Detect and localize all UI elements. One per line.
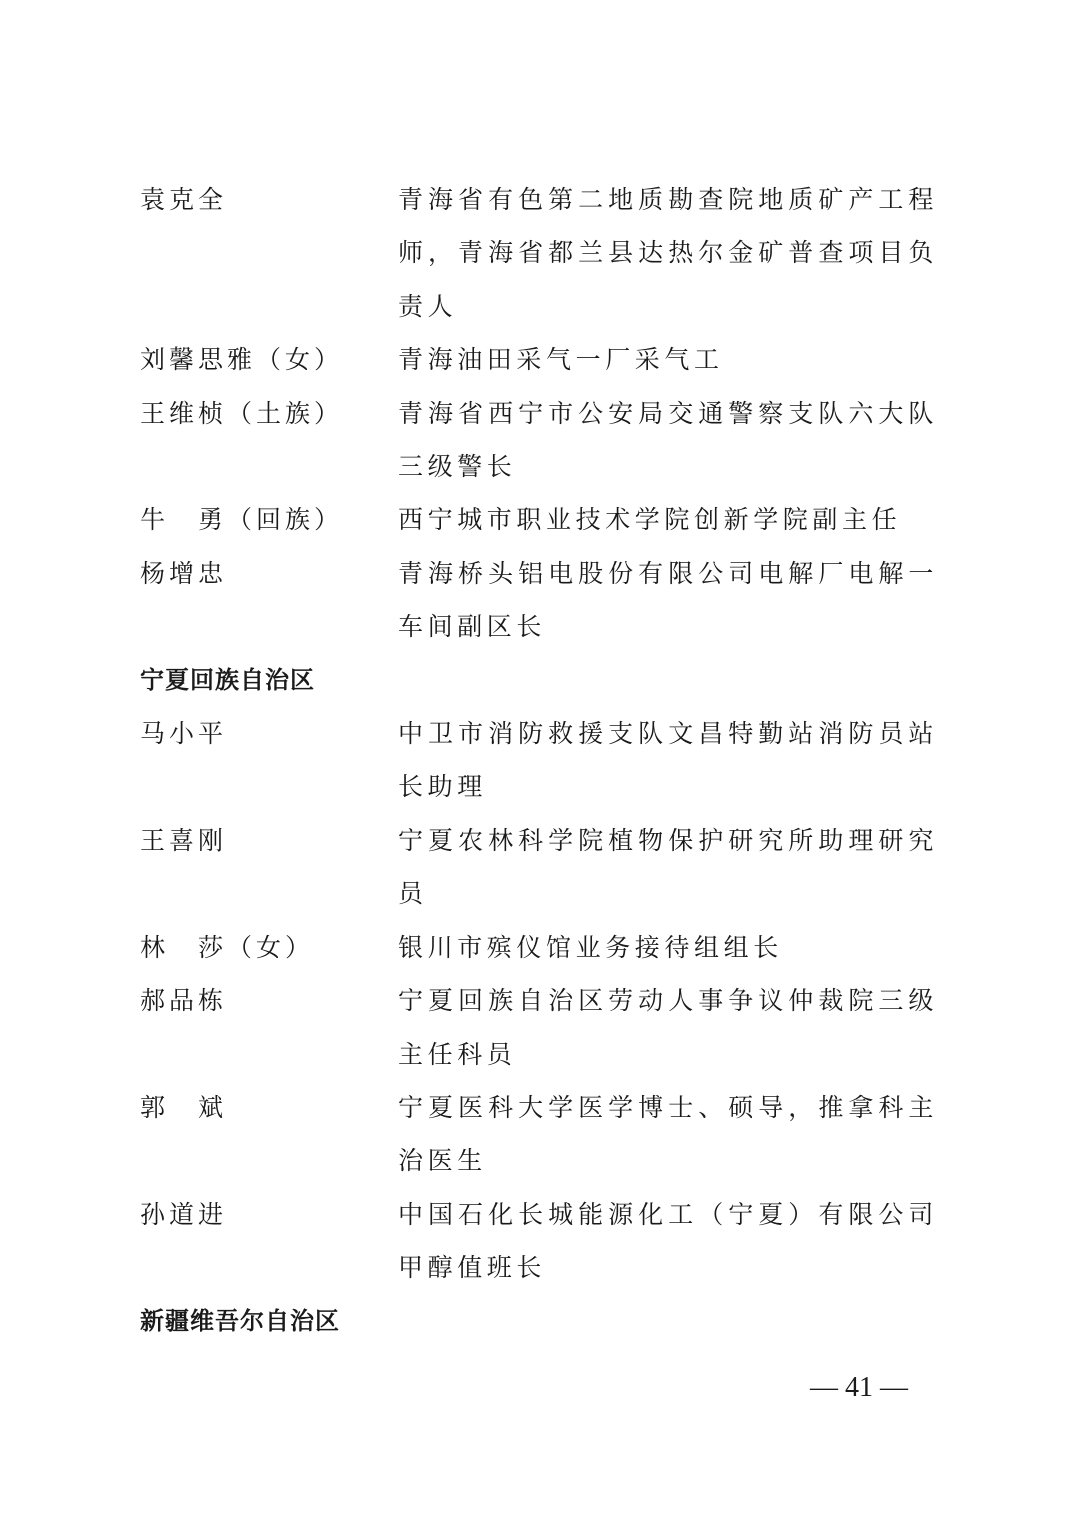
honoree-name: 袁克全 — [140, 185, 228, 214]
list-item — [140, 547, 940, 654]
page-number: — 41 — — [810, 1372, 908, 1403]
honoree-title: 宁夏农林科学院植物保护研究所助理研究员 — [398, 825, 938, 909]
honoree-list — [140, 173, 940, 1348]
honoree-title: 青海省有色第二地质勘查院地质矿产工程师，青海省都兰县达热尔金矿普查项目负责人 — [398, 185, 938, 321]
list-item — [140, 1188, 940, 1295]
list-item — [140, 921, 940, 974]
section-heading-ningxia: 宁夏回族自治区 — [140, 665, 315, 694]
honoree-name: 杨增忠 — [140, 558, 228, 588]
list-item — [140, 493, 940, 546]
honoree-title: 宁夏回族自治区劳动人事争议仲裁院三级主任科员 — [398, 986, 938, 1069]
list-item — [140, 333, 940, 386]
honoree-title: 宁夏医科大学医学博士、硕导，推拿科主治医生 — [398, 1092, 938, 1176]
honoree-name: 郭 斌 — [140, 1092, 228, 1122]
list-item — [140, 1081, 940, 1188]
honoree-title: 青海桥头铝电股份有限公司电解厂电解一车间副区长 — [398, 558, 938, 642]
honoree-name: 刘馨思雅（女） — [140, 345, 344, 375]
list-item — [140, 387, 940, 494]
honoree-title: 银川市殡仪馆业务接待组组长 — [398, 932, 783, 962]
list-item — [140, 814, 940, 921]
list-item — [140, 173, 940, 333]
honoree-title: 中卫市消防救援支队文昌特勤站消防员站长助理 — [398, 719, 938, 802]
honoree-name: 马小平 — [140, 719, 228, 749]
honoree-name: 郝品栋 — [140, 986, 228, 1016]
honoree-title: 西宁城市职业技术学院创新学院副主任 — [398, 505, 902, 535]
section-heading-xinjiang: 新疆维吾尔自治区 — [140, 1306, 340, 1335]
honoree-title: 青海油田采气一厂采气工 — [398, 345, 724, 375]
honoree-name: 林 莎（女） — [140, 932, 315, 962]
honoree-name: 孙道进 — [140, 1199, 228, 1229]
honoree-name: 王喜刚 — [140, 825, 228, 855]
honoree-title: 青海省西宁市公安局交通警察支队六大队三级警长 — [398, 398, 938, 482]
honoree-name: 王维桢（土族） — [140, 398, 344, 428]
list-item — [140, 974, 940, 1081]
list-item — [140, 707, 940, 814]
honoree-title: 中国石化长城能源化工（宁夏）有限公司甲醇值班长 — [398, 1199, 938, 1283]
honoree-name: 牛 勇（回族） — [140, 505, 344, 535]
